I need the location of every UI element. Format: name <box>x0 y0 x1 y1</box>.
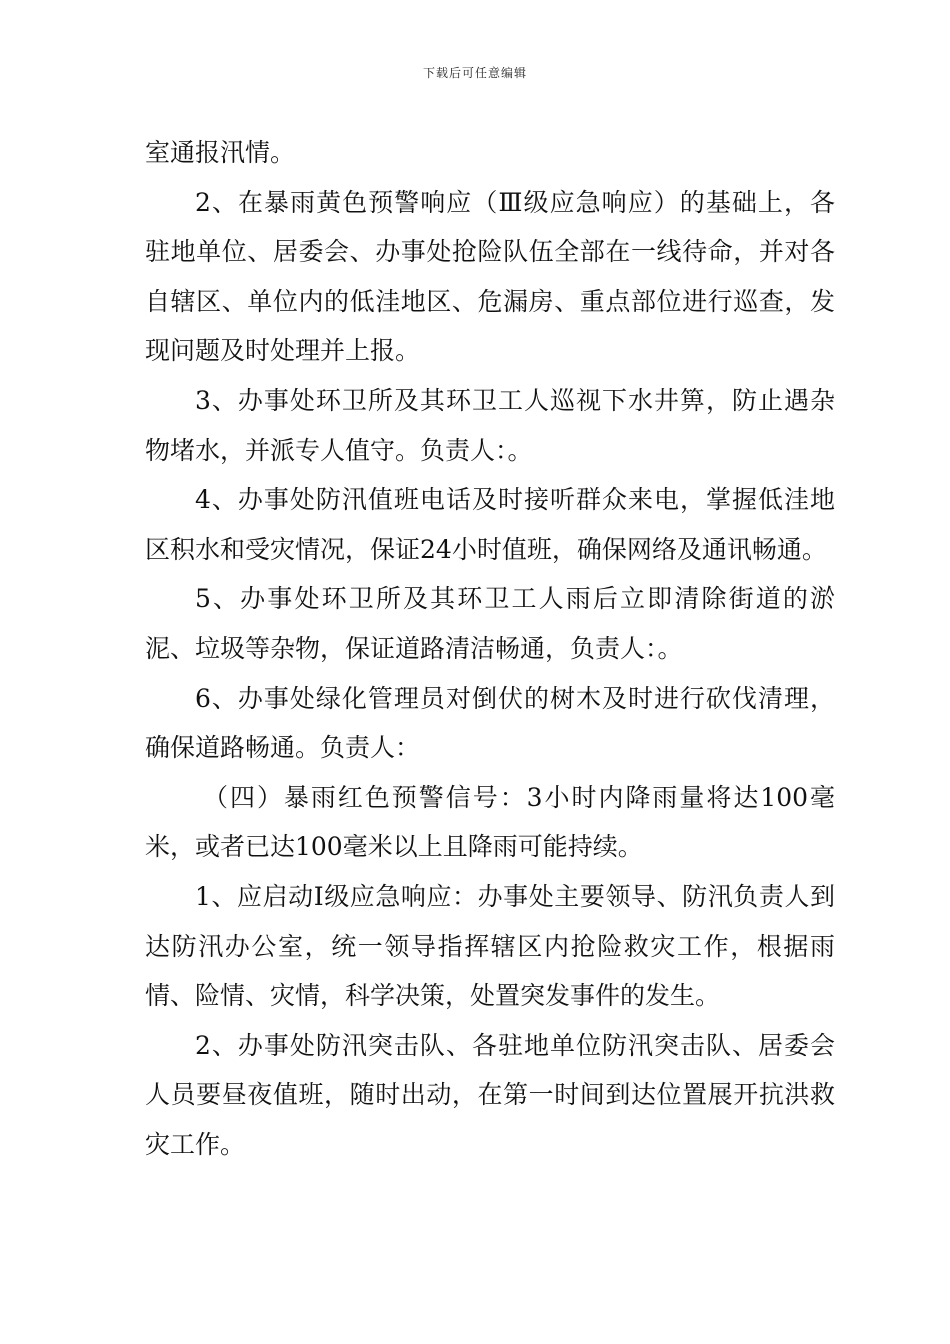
document-body <box>145 128 835 1169</box>
paragraph-item-6: 6、办事处绿化管理员对倒伏的树木及时进行砍伐清理，确保道路畅通。负责人： <box>145 683 835 763</box>
paragraph-red-item-1: 1、应启动Ⅰ级应急响应：办事处主要领导、防汛负责人到达防汛办公室，统一领导指挥辖区内抢险救灾工作，根据雨情、险情、灾情，科学决策，处置突发事件的发生。 <box>145 881 835 1011</box>
paragraph-item-2-yellow: 2、在暴雨黄色预警响应（Ⅲ级应急响应）的基础上，各驻地单位、居委会、办事处抢险队伍全部在一线待命，并对各自辖区、单位内的低洼地区、危漏房、重点部位进行巡查，发现问题及时处理并上报。 <box>145 187 835 366</box>
page-header: 下载后可任意编辑 <box>422 66 527 80</box>
paragraph-item-4: 4、办事处防汛值班电话及时接听群众来电，掌握低洼地区积水和受灾情况，保证24小时值班，确保网络及通讯畅通。 <box>145 485 835 564</box>
paragraph-continuation: 室通报汛情。 <box>145 138 296 167</box>
paragraph-red-item-2: 2、办事处防汛突击队、各驻地单位防汛突击队、居委会人员要昼夜值班，随时出动，在第一时间到达位置展开抗洪救灾工作。 <box>145 1030 835 1159</box>
paragraph-item-3: 3、办事处环卫所及其环卫工人巡视下水井箅，防止遇杂物堵水，并派专人值守。负责人：。 <box>145 385 835 465</box>
paragraph-red-warning-heading: （四）暴雨红色预警信号：3小时内降雨量将达100毫米，或者已达100毫米以上且降雨可能持续。 <box>145 782 835 862</box>
paragraph-item-5: 5、办事处环卫所及其环卫工人雨后立即清除街道的淤泥、垃圾等杂物，保证道路清洁畅通，负责人：。 <box>145 584 835 663</box>
